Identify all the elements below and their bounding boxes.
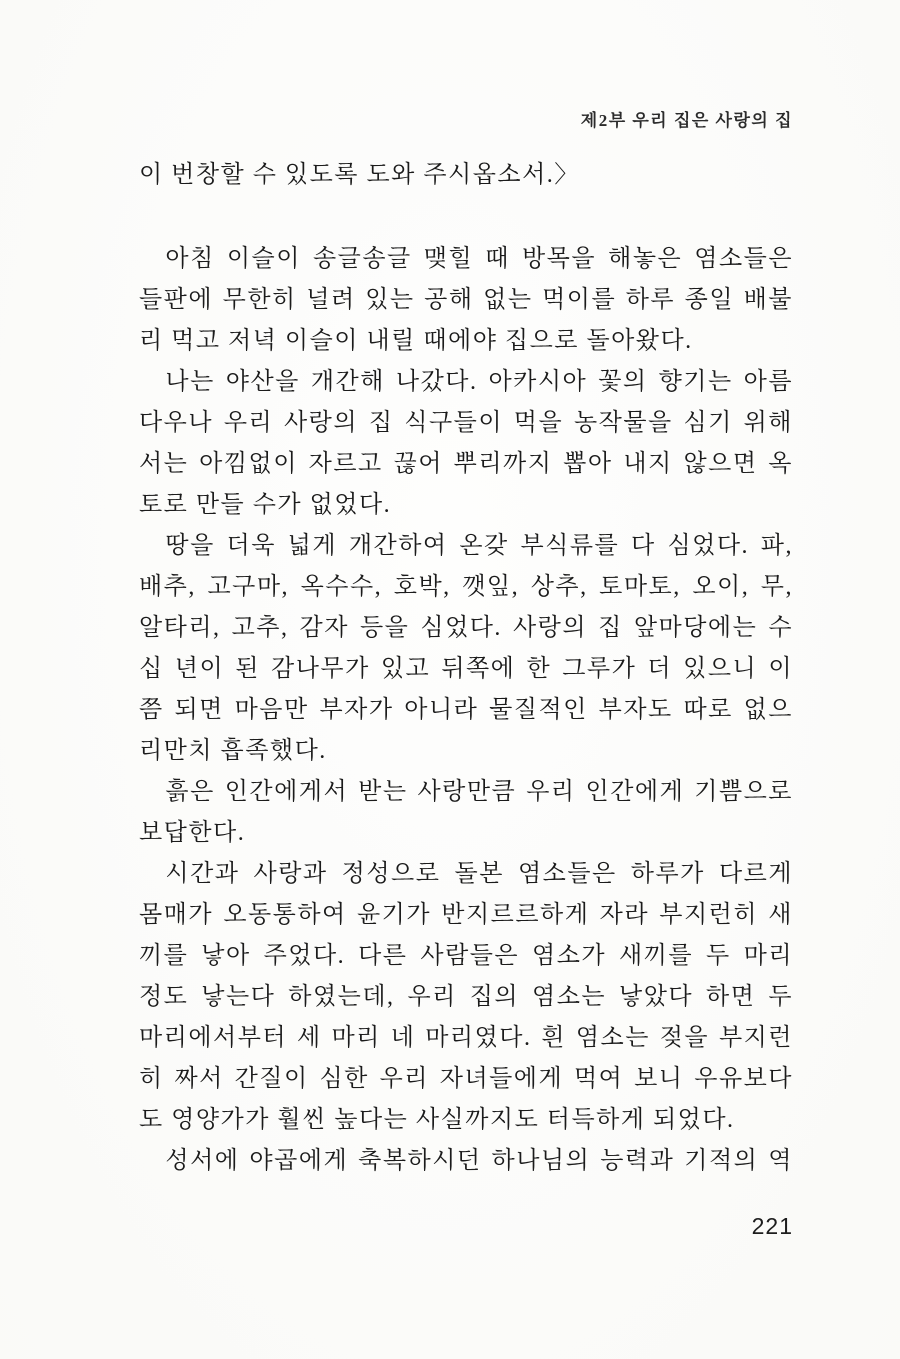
running-header: 제2부 우리 집은 사랑의 집 bbox=[580, 111, 793, 130]
text-line: 들판에 무한히 널려 있는 공해 없는 먹이를 하루 종일 배불 bbox=[139, 287, 793, 313]
text-line: 다우나 우리 사랑의 집 식구들이 먹을 농작물을 심기 위해 bbox=[139, 410, 793, 436]
text-line: 시간과 사랑과 정성으로 돌본 염소들은 하루가 다르게 bbox=[165, 861, 793, 887]
text-line: 토로 만들 수가 없었다. bbox=[139, 492, 392, 518]
page-number: 221 bbox=[751, 1213, 793, 1239]
paragraph bbox=[139, 1141, 793, 1182]
text-line: 몸매가 오동통하여 윤기가 반지르르하게 자라 부지런히 새 bbox=[139, 902, 793, 928]
paragraph bbox=[139, 526, 793, 772]
text-line: 알타리, 고추, 감자 등을 심었다. 사랑의 집 앞마당에는 수 bbox=[139, 615, 793, 641]
text-line: 도 영양가가 훨씬 높다는 사실까지도 터득하게 되었다. bbox=[139, 1107, 735, 1133]
paragraph bbox=[139, 239, 793, 362]
text-line: 이 번창할 수 있도록 도와 주시옵소서.〉 bbox=[139, 162, 580, 188]
body-text bbox=[139, 155, 793, 1182]
text-line: 흙은 인간에게서 받는 사랑만큼 우리 인간에게 기쁨으로 bbox=[165, 779, 793, 805]
text-line: 정도 낳는다 하였는데, 우리 집의 염소는 낳았다 하면 두 bbox=[139, 984, 793, 1010]
text-line: 끼를 낳아 주었다. 다른 사람들은 염소가 새끼를 두 마리 bbox=[139, 943, 793, 969]
text-line: 십 년이 된 감나무가 있고 뒤쪽에 한 그루가 더 있으니 이 bbox=[139, 656, 793, 682]
paragraph bbox=[139, 155, 793, 196]
text-line: 배추, 고구마, 옥수수, 호박, 깻잎, 상추, 토마토, 오이, 무, bbox=[139, 574, 793, 600]
text-line: 마리에서부터 세 마리 네 마리였다. 흰 염소는 젖을 부지런 bbox=[139, 1025, 793, 1051]
text-line: 서는 아낌없이 자르고 끊어 뿌리까지 뽑아 내지 않으면 옥 bbox=[139, 451, 793, 477]
text-line: 리만치 흡족했다. bbox=[139, 738, 327, 764]
text-line: 아침 이슬이 송글송글 맺힐 때 방목을 해놓은 염소들은 bbox=[165, 246, 793, 272]
paragraph bbox=[139, 772, 793, 854]
text-line: 보답한다. bbox=[139, 820, 246, 846]
text-line: 땅을 더욱 넓게 개간하여 온갖 부식류를 다 심었다. 파, bbox=[165, 533, 793, 559]
text-line: 쯤 되면 마음만 부자가 아니라 물질적인 부자도 따로 없으 bbox=[139, 697, 793, 723]
text-line: 리 먹고 저녁 이슬이 내릴 때에야 집으로 돌아왔다. bbox=[139, 328, 693, 354]
text-line: 나는 야산을 개간해 나갔다. 아카시아 꽃의 향기는 아름 bbox=[165, 369, 793, 395]
text-line: 히 짜서 간질이 심한 우리 자녀들에게 먹여 보니 우유보다 bbox=[139, 1066, 793, 1092]
paragraph bbox=[139, 362, 793, 526]
text-line: 성서에 야곱에게 축복하시던 하나님의 능력과 기적의 역 bbox=[165, 1148, 793, 1174]
paragraph bbox=[139, 854, 793, 1141]
